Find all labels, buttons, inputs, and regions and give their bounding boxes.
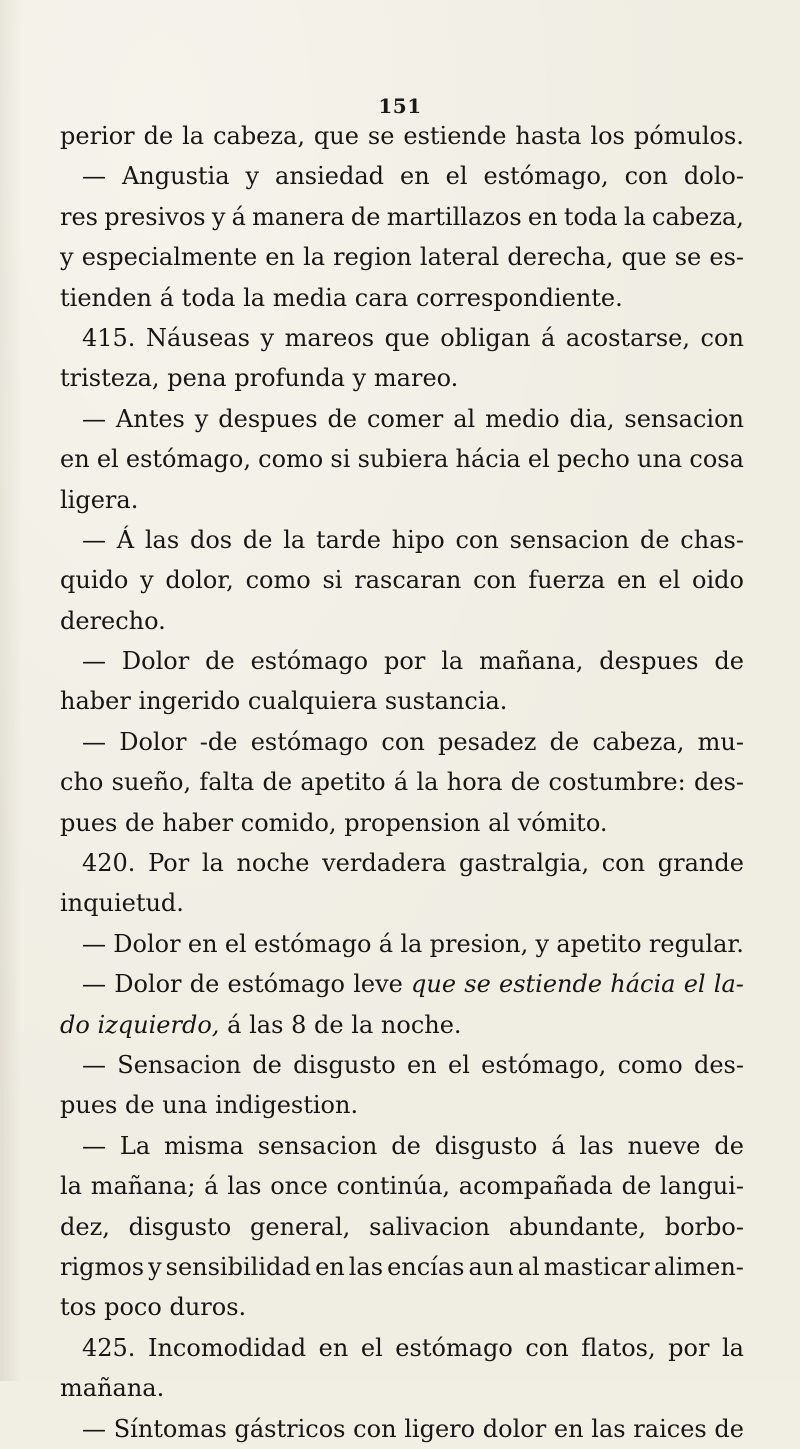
text-word: estómago <box>250 727 369 756</box>
text-line <box>60 964 744 1004</box>
text-word: fuerza <box>528 566 606 595</box>
text-word: Dolor <box>119 727 187 756</box>
text-line <box>60 197 744 237</box>
text-word: el <box>445 162 468 191</box>
text-word: la- <box>713 970 744 999</box>
text-word: las <box>249 1010 284 1039</box>
text-word: de <box>242 525 273 554</box>
text-word: pómulos. <box>633 122 744 150</box>
text-word: estiende <box>403 122 507 150</box>
text-word: el <box>658 566 681 595</box>
text-word: dolor, <box>165 566 234 595</box>
text-word: la <box>722 1333 744 1362</box>
text-line <box>60 1409 744 1449</box>
text-word: acostarse, <box>565 323 690 352</box>
text-line <box>60 601 744 641</box>
text-word: la <box>283 525 306 554</box>
text-word: Dolor <box>113 929 181 958</box>
text-word: y <box>148 1252 162 1281</box>
text-word: propension <box>344 808 481 837</box>
text-word: y <box>352 364 367 393</box>
text-word: de <box>125 808 155 837</box>
text-line <box>60 762 744 802</box>
text-word: de <box>714 1131 744 1160</box>
text-word: el <box>448 1050 470 1079</box>
text-word: lateral <box>419 243 500 272</box>
text-word: derecha, <box>507 243 614 272</box>
text-word: izquierdo, <box>97 1010 220 1039</box>
text-word: leve <box>353 970 403 999</box>
text-word: hipo <box>391 525 445 554</box>
text-word: — <box>82 525 106 554</box>
text-word: rigmos <box>60 1252 145 1281</box>
text-word: nueve <box>627 1131 701 1160</box>
text-word: en <box>553 1414 584 1443</box>
text-word: — <box>82 1050 106 1079</box>
text-line <box>60 803 744 843</box>
text-word: rascaran <box>354 566 462 595</box>
text-line <box>60 924 744 964</box>
text-word: continúa, <box>336 1172 451 1201</box>
text-word: con <box>381 727 425 756</box>
text-word: Por <box>148 849 190 878</box>
text-word: con <box>353 1414 397 1443</box>
text-word: mareo. <box>373 364 459 393</box>
body-text <box>60 116 744 1449</box>
text-word: hácia <box>610 970 676 999</box>
text-word: — <box>82 1131 106 1160</box>
text-line <box>60 480 744 520</box>
text-word: presivos <box>104 202 206 231</box>
text-word: la <box>623 202 646 231</box>
text-word: como <box>258 445 324 474</box>
text-word: con <box>624 162 668 191</box>
text-word: de <box>314 1010 344 1039</box>
text-word: con <box>525 1333 569 1362</box>
text-word: verdadera <box>322 849 447 878</box>
text-word: la <box>182 122 205 150</box>
text-word: misma <box>164 1131 244 1160</box>
text-word: estómago <box>253 929 372 958</box>
text-word: salivacion <box>369 1212 490 1241</box>
page-number: 151 <box>378 94 422 118</box>
text-word: Incomodidad <box>147 1333 307 1362</box>
text-line <box>60 520 744 560</box>
text-word: despues <box>599 647 699 676</box>
text-word: vómito. <box>517 808 608 837</box>
text-word: especialmente <box>81 243 258 272</box>
text-word: abundante, <box>508 1212 646 1241</box>
text-word: sensacion <box>257 1131 378 1160</box>
text-word: el <box>683 970 706 999</box>
text-word: una <box>637 445 683 474</box>
text-word: Angustia <box>121 162 230 191</box>
text-word: en <box>60 445 90 474</box>
text-word: dos <box>189 525 233 554</box>
text-word: de <box>262 768 293 797</box>
text-word: — <box>82 404 106 433</box>
text-word: estómago, <box>483 162 609 191</box>
text-word: mu- <box>697 727 744 756</box>
text-word: derecho. <box>60 606 166 635</box>
text-word: manera <box>252 202 345 231</box>
text-word: pecho <box>556 445 630 474</box>
text-word: disgusto <box>128 1212 232 1241</box>
text-line <box>60 1328 744 1368</box>
text-word: las <box>144 525 180 554</box>
text-word: toda <box>563 202 618 231</box>
text-line <box>60 318 744 358</box>
text-word: de <box>621 1172 652 1201</box>
text-word: dolor <box>482 1414 547 1443</box>
text-word: de <box>252 1050 282 1079</box>
text-line <box>60 439 744 479</box>
text-word: tos <box>60 1293 97 1322</box>
text-word: estómago, <box>125 445 251 474</box>
text-word: en <box>400 162 430 191</box>
text-word: pues <box>60 1091 118 1120</box>
text-word: sensacion <box>509 525 630 554</box>
text-word: de <box>350 202 381 231</box>
text-word: de <box>327 404 358 433</box>
text-word: la <box>201 849 224 878</box>
text-word: las <box>591 1414 626 1443</box>
text-word: noche. <box>380 1010 462 1039</box>
text-word: de <box>143 122 174 150</box>
text-line <box>60 641 744 681</box>
text-word: sustancia. <box>384 687 508 716</box>
text-line <box>60 1368 744 1408</box>
text-word: al <box>488 808 511 837</box>
text-word: de <box>549 727 580 756</box>
text-word: en <box>265 243 295 272</box>
text-word: por <box>668 1333 710 1362</box>
text-word: comido, <box>240 808 337 837</box>
text-word: se <box>367 122 395 150</box>
text-word: cosa <box>689 445 744 474</box>
text-word: la <box>416 768 439 797</box>
text-word: en <box>407 1050 437 1079</box>
text-word: masticar <box>543 1252 650 1281</box>
text-word: estómago <box>250 647 369 676</box>
text-word: las <box>227 1172 262 1201</box>
text-word: y <box>211 202 226 231</box>
text-word: hácia <box>455 445 521 474</box>
text-word: de <box>714 1414 744 1443</box>
text-word: las <box>348 1252 384 1281</box>
text-word: de <box>510 768 541 797</box>
text-word: disgusto <box>434 1131 538 1160</box>
text-word: si <box>330 445 351 474</box>
text-word: pues <box>60 808 118 837</box>
text-word: la <box>351 1010 374 1039</box>
text-word: las <box>579 1131 614 1160</box>
text-word: Náuseas <box>145 323 250 352</box>
text-line <box>60 358 744 398</box>
text-word: mañana; <box>90 1172 196 1201</box>
text-word: Síntomas <box>113 1414 227 1443</box>
text-line <box>60 1247 744 1287</box>
text-word: á <box>378 929 394 958</box>
text-word: el <box>360 1333 383 1362</box>
text-line <box>60 237 744 277</box>
text-word: en <box>315 1252 345 1281</box>
text-word: estómago <box>395 1333 513 1362</box>
text-word: sueño, <box>111 768 192 797</box>
text-word: hora <box>446 768 503 797</box>
text-word: raices <box>633 1414 707 1443</box>
text-word: estómago <box>227 970 345 999</box>
text-line <box>60 883 744 923</box>
text-word: Dolor <box>114 970 182 999</box>
text-word: estómago, <box>481 1050 607 1079</box>
text-word: gastralgia, <box>459 849 590 878</box>
text-word: á <box>551 1131 566 1160</box>
text-word: -de <box>199 727 238 756</box>
text-word: á <box>227 1010 242 1039</box>
text-word: á <box>393 768 409 797</box>
text-word: cabeza, <box>213 122 305 150</box>
text-word: y <box>245 162 260 191</box>
text-word: la <box>441 647 464 676</box>
text-word: duros. <box>169 1293 247 1322</box>
text-word: disgusto <box>293 1050 396 1079</box>
text-word: el <box>527 445 550 474</box>
text-word: de <box>639 525 670 554</box>
text-word: despues <box>218 404 318 433</box>
text-word: con <box>473 566 517 595</box>
text-word: ligero <box>404 1414 476 1443</box>
text-word: oido <box>692 566 744 595</box>
text-line <box>60 681 744 721</box>
text-word: — <box>82 970 106 999</box>
text-word: al <box>517 1252 540 1281</box>
text-word: mareos <box>284 323 375 352</box>
text-word: de <box>205 647 235 676</box>
text-word: á <box>231 202 246 231</box>
text-line <box>60 278 744 318</box>
text-word: que <box>313 122 359 150</box>
text-word: — <box>82 929 106 958</box>
text-word: ingerido <box>138 687 241 716</box>
text-word: 425. <box>82 1333 136 1362</box>
text-word: el <box>96 445 119 474</box>
text-word: á <box>204 1172 219 1201</box>
text-word: apetito <box>300 768 386 797</box>
text-word: media <box>272 283 348 312</box>
text-word: poco <box>104 1293 162 1322</box>
text-word: indigestion. <box>215 1091 359 1120</box>
text-word: 420. <box>82 849 136 878</box>
text-word: regular. <box>648 929 744 958</box>
text-word: apetito <box>556 929 642 958</box>
text-word: gástricos <box>234 1414 346 1443</box>
text-word: tarde <box>315 525 381 554</box>
text-word: cabeza, <box>652 202 744 231</box>
text-word: — <box>82 647 106 676</box>
text-word: la <box>243 283 266 312</box>
text-word: pesadez <box>438 727 537 756</box>
text-word: do <box>60 1010 90 1039</box>
text-word: chas- <box>680 525 744 554</box>
text-line <box>60 1207 744 1247</box>
text-word: si <box>322 566 343 595</box>
text-word: encías <box>387 1252 465 1281</box>
text-word: el <box>224 929 247 958</box>
text-word: alimen- <box>653 1252 744 1281</box>
text-word: Dolor <box>121 647 190 676</box>
text-word: comer <box>366 404 444 433</box>
text-word: en <box>527 202 558 231</box>
text-word: como <box>245 566 311 595</box>
text-word: en <box>616 566 647 595</box>
text-word: estiende <box>499 970 603 999</box>
text-word: que <box>621 243 667 272</box>
text-word: — <box>82 1414 106 1443</box>
text-word: dez, <box>60 1212 110 1241</box>
text-word: la <box>400 929 423 958</box>
text-word: des- <box>694 768 744 797</box>
text-line <box>60 722 744 762</box>
text-word: los <box>590 122 625 150</box>
text-word: por <box>384 647 426 676</box>
text-word: con <box>700 323 744 352</box>
text-line <box>60 1085 744 1125</box>
text-word: y <box>260 323 275 352</box>
text-word: y <box>140 566 154 595</box>
text-word: en <box>187 929 218 958</box>
text-word: como <box>617 1050 683 1079</box>
text-word: grande <box>657 849 744 878</box>
text-word: y <box>60 243 74 272</box>
text-word: medio <box>485 404 560 433</box>
text-word: de <box>714 647 744 676</box>
text-word: perior <box>60 122 135 150</box>
text-word: con <box>601 849 646 878</box>
text-line <box>60 843 744 883</box>
text-word: hasta <box>515 122 582 150</box>
text-word: correspondiente. <box>415 283 623 312</box>
text-word: ligera. <box>60 485 139 514</box>
text-word: pena <box>167 364 227 393</box>
text-word: costumbre: <box>548 768 686 797</box>
text-word: que <box>384 323 430 352</box>
text-word: al <box>453 404 476 433</box>
text-word: presion, <box>429 929 529 958</box>
text-word: cara <box>354 283 409 312</box>
text-word: Antes <box>115 404 185 433</box>
text-word: toda <box>181 283 236 312</box>
text-word: que <box>411 970 457 999</box>
text-word: dia, <box>569 404 615 433</box>
text-word: la <box>60 1172 82 1201</box>
text-word: mañana. <box>60 1374 165 1403</box>
text-word: subiera <box>357 445 449 474</box>
text-word: se <box>674 243 702 272</box>
text-line <box>60 1166 744 1206</box>
text-line <box>60 1005 744 1045</box>
text-word: quido <box>60 566 129 595</box>
text-line <box>60 399 744 439</box>
text-word: aun <box>468 1252 514 1281</box>
text-line <box>60 156 744 196</box>
text-word: á <box>159 283 174 312</box>
text-word: noche <box>236 849 310 878</box>
text-word: es- <box>709 243 744 272</box>
text-word: profunda <box>234 364 345 393</box>
text-word: en <box>318 1333 349 1362</box>
text-word: y <box>194 404 209 433</box>
text-word: de <box>189 970 220 999</box>
text-word: — <box>82 162 106 191</box>
text-word: cabeza, <box>592 727 685 756</box>
text-word: Á <box>116 525 135 554</box>
text-word: once <box>270 1172 328 1201</box>
text-word: general, <box>250 1212 351 1241</box>
text-word: Sensacion <box>117 1050 242 1079</box>
text-word: haber <box>162 808 234 837</box>
text-word: con <box>455 525 499 554</box>
text-word: La <box>119 1131 151 1160</box>
text-word: ansiedad <box>275 162 385 191</box>
text-word: langui- <box>659 1172 744 1201</box>
text-word: de <box>125 1091 155 1120</box>
text-word: 8 <box>291 1010 307 1039</box>
text-word: y <box>535 929 550 958</box>
text-word: — <box>82 727 106 756</box>
text-word: á <box>541 323 556 352</box>
text-word: la <box>303 243 326 272</box>
text-word: de <box>391 1131 421 1160</box>
text-word: martillazos <box>386 202 522 231</box>
text-word: borbo- <box>664 1212 744 1241</box>
text-word: sensibilidad <box>165 1252 312 1281</box>
text-word: cualquiera <box>247 687 378 716</box>
text-word: 415. <box>82 323 136 352</box>
text-word: res <box>60 202 98 231</box>
text-word: dolo- <box>683 162 744 191</box>
text-line <box>60 1126 744 1166</box>
text-line <box>60 116 744 156</box>
text-word: des- <box>693 1050 744 1079</box>
text-word: haber <box>60 687 131 716</box>
text-word: mañana, <box>479 647 584 676</box>
text-word: flatos, <box>581 1333 656 1362</box>
text-line <box>60 1045 744 1085</box>
text-word: region <box>333 243 412 272</box>
text-word: inquietud. <box>60 889 184 918</box>
text-word: obligan <box>440 323 531 352</box>
text-word: se <box>464 970 491 999</box>
text-line <box>60 1287 744 1327</box>
text-word: cho <box>60 768 104 797</box>
text-word: tienden <box>60 283 153 312</box>
text-word: tristeza, <box>60 364 160 393</box>
text-word: sensacion <box>624 404 744 433</box>
text-word: una <box>162 1091 208 1120</box>
text-line <box>60 560 744 600</box>
text-word: falta <box>199 768 255 797</box>
text-word: acompañada <box>458 1172 613 1201</box>
